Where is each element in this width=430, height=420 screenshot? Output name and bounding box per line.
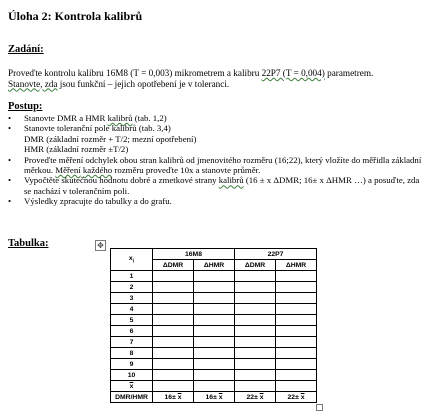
table-cell[interactable] xyxy=(153,271,194,282)
zadani-text-a: Proveďte kontrolu kalibru 16M8 (T = 0,003) mikrometrem a kalibru xyxy=(8,68,262,78)
table-cell[interactable] xyxy=(235,326,276,337)
table-cell[interactable] xyxy=(153,370,194,381)
step-3-text-b: Měření xyxy=(55,165,81,176)
table-cell[interactable] xyxy=(276,293,317,304)
table-cell[interactable] xyxy=(235,370,276,381)
table-row xyxy=(111,315,317,326)
table-cell[interactable] xyxy=(276,271,317,282)
table-cell[interactable] xyxy=(153,304,194,315)
step-2 xyxy=(8,123,423,154)
table-cell[interactable] xyxy=(194,381,235,392)
mean-label: $\overline{x}$ xyxy=(111,381,153,392)
group-header-16m8: 16M8 xyxy=(153,249,235,260)
bullet: • xyxy=(8,196,12,207)
table-cell[interactable] xyxy=(276,337,317,348)
col-header-xi-sub: i xyxy=(132,258,135,265)
footer-cell[interactable] xyxy=(235,392,276,403)
table-cell[interactable] xyxy=(235,271,276,282)
step-2-sub-1: DMR (základní rozměr + T/2; mezní opotřebení) xyxy=(24,133,197,144)
table-cell[interactable] xyxy=(276,304,317,315)
table-cell[interactable] xyxy=(153,337,194,348)
row-label: 6 xyxy=(111,326,153,337)
step-2-text: Stanovte toleranční pole kalibrů (tab. 3,4) xyxy=(24,123,171,134)
row-label: 10 xyxy=(111,370,153,381)
footer-cell[interactable] xyxy=(153,392,194,403)
table-row xyxy=(111,271,317,282)
table-cell[interactable] xyxy=(235,293,276,304)
footer-prefix: 22± xyxy=(287,393,301,401)
footer-cell[interactable] xyxy=(194,392,235,403)
sub-header-ddmr-2: ΔDMR xyxy=(235,260,276,271)
step-5 xyxy=(8,196,423,206)
table-cell[interactable] xyxy=(194,282,235,293)
table-cell[interactable] xyxy=(235,359,276,370)
table-cell[interactable] xyxy=(194,293,235,304)
zadani-text xyxy=(8,68,418,89)
table-row xyxy=(111,359,317,370)
table-cell[interactable] xyxy=(235,381,276,392)
step-4-text-b: kalibrů xyxy=(218,175,244,186)
zadani-text-c: parametrem. xyxy=(324,68,374,78)
bullet: • xyxy=(8,113,12,123)
calibration-table xyxy=(110,248,317,403)
row-label: 4 xyxy=(111,304,153,315)
footer-xbar: $\overline{x}$ xyxy=(259,393,264,401)
table-cell[interactable] xyxy=(235,348,276,359)
bullet: • xyxy=(8,123,12,134)
table-row xyxy=(111,370,317,381)
step-1-text-a: Stanovte DMR a HMR xyxy=(24,113,108,123)
table-cell[interactable] xyxy=(194,348,235,359)
zadani-text-b: 22P7 (T = 0,004) xyxy=(261,68,325,78)
table-cell[interactable] xyxy=(235,337,276,348)
step-1-text-c: (tab. 1,2) xyxy=(132,113,167,123)
group-header-22p7: 22P7 xyxy=(235,249,317,260)
step-3-text-e: rozměru proveďte 10x a stanovte průměr. xyxy=(112,165,261,176)
tabulka-heading: Tabulka: xyxy=(8,238,49,249)
table-cell[interactable] xyxy=(276,326,317,337)
row-label: 1 xyxy=(111,271,153,282)
zadani-text-d: Stanovte, zda xyxy=(8,78,58,89)
table-cell[interactable] xyxy=(194,370,235,381)
postup-list xyxy=(8,113,423,207)
table-cell[interactable] xyxy=(235,304,276,315)
step-3-text-a: Proveďte měření odchylek obou stran kalibrů od jmenovitého rozměru (16;22), který vložíte do měřidla základní měrkou. xyxy=(24,154,422,176)
row-label: 2 xyxy=(111,282,153,293)
row-label: 9 xyxy=(111,359,153,370)
table-cell[interactable] xyxy=(153,326,194,337)
step-4 xyxy=(8,175,423,196)
table-cell[interactable] xyxy=(276,282,317,293)
table-cell[interactable] xyxy=(194,359,235,370)
table-cell[interactable] xyxy=(153,381,194,392)
row-label: 5 xyxy=(111,315,153,326)
table-row xyxy=(111,348,317,359)
step-4-text-a: Vypočtěte skutečnou hodnotu dobré a zmetkové strany xyxy=(24,175,219,186)
col-header-xi xyxy=(111,249,153,271)
table-cell[interactable] xyxy=(153,315,194,326)
table-cell[interactable] xyxy=(153,348,194,359)
table-cell[interactable] xyxy=(276,348,317,359)
table-cell[interactable] xyxy=(153,359,194,370)
footer-label: DMR/HMR xyxy=(111,392,153,403)
table-row xyxy=(111,293,317,304)
row-label: 3 xyxy=(111,293,153,304)
sub-header-dhmr-2: ΔHMR xyxy=(276,260,317,271)
step-5-text: Výsledky zpracujte do tabulky a do grafu. xyxy=(24,196,172,207)
table-cell[interactable] xyxy=(153,282,194,293)
table-cell[interactable] xyxy=(194,315,235,326)
zadani-text-e: jsou funkční – jejich opotřebení je v toleranci. xyxy=(57,78,230,89)
footer-xbar: $\overline{x}$ xyxy=(300,393,305,401)
footer-xbar: $\overline{x}$ xyxy=(218,393,223,401)
table-cell[interactable] xyxy=(194,337,235,348)
step-4-text-c: (16 ± x ΔDMR; 16± x ΔHMR …) a posuďte, zda se nachází v tolerančním poli. xyxy=(24,175,420,196)
sub-header-dhmr-1: ΔHMR xyxy=(194,260,235,271)
footer-prefix: 16± xyxy=(164,393,178,401)
table-row xyxy=(111,282,317,293)
row-label: 7 xyxy=(111,337,153,348)
table-cell[interactable] xyxy=(194,304,235,315)
bullet: • xyxy=(8,154,12,165)
step-1-text-b: kalibrů xyxy=(107,113,133,123)
table-move-handle-icon[interactable]: ✥ xyxy=(95,240,106,251)
footer-xbar: $\overline{x}$ xyxy=(177,393,182,401)
step-1 xyxy=(8,113,423,123)
col-header-xi-text: x xyxy=(128,254,133,262)
table-row xyxy=(111,337,317,348)
postup-heading: Postup: xyxy=(8,101,43,112)
footer-row xyxy=(111,392,317,403)
table-row xyxy=(111,326,317,337)
bullet: • xyxy=(8,175,12,186)
table-cell[interactable] xyxy=(194,326,235,337)
zadani-heading: Zadání: xyxy=(8,44,44,55)
step-3-text-d: každého xyxy=(82,165,113,176)
table-cell[interactable] xyxy=(276,315,317,326)
footer-prefix: 16± xyxy=(205,393,219,401)
footer-cell[interactable] xyxy=(276,392,317,403)
mean-row xyxy=(111,381,317,392)
table-cell[interactable] xyxy=(276,359,317,370)
footer-prefix: 22± xyxy=(246,393,260,401)
table-cell[interactable] xyxy=(235,315,276,326)
sub-header-ddmr-1: ΔDMR xyxy=(153,260,194,271)
row-label: 8 xyxy=(111,348,153,359)
table-cell[interactable] xyxy=(194,271,235,282)
table-cell[interactable] xyxy=(276,370,317,381)
table-cell[interactable] xyxy=(235,282,276,293)
table-resize-handle[interactable] xyxy=(316,404,323,411)
table-cell[interactable] xyxy=(153,293,194,304)
page-title: Úloha 2: Kontrola kalibrů xyxy=(8,9,143,23)
table-cell[interactable] xyxy=(276,381,317,392)
table-row xyxy=(111,304,317,315)
step-2-sub-2: HMR (základní rozměr ±T/2) xyxy=(24,144,129,155)
step-3 xyxy=(8,155,423,176)
